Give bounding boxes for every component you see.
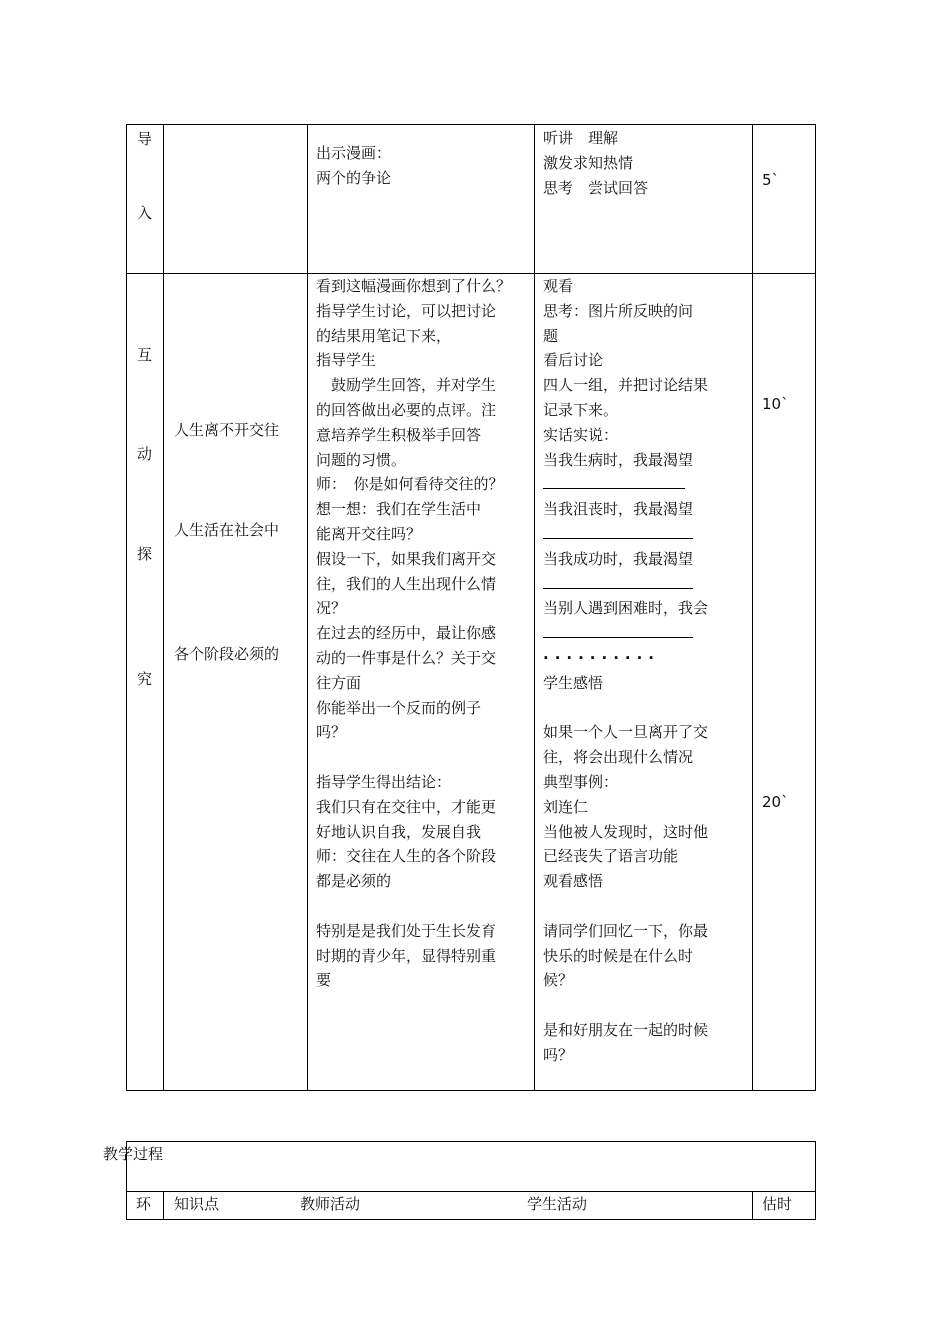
table-col-line: [752, 1191, 753, 1220]
table-col-line: [752, 124, 753, 1091]
text-line: 学生感悟: [543, 673, 604, 692]
text-line: 看到这幅漫画你想到了什么？: [316, 277, 512, 295]
text-line: 观看: [543, 277, 574, 295]
text-line: 意培养学生积极举手回答: [316, 425, 482, 444]
text-line: 如果一个人一旦离开了交: [543, 723, 709, 742]
time-estimate: 20`: [762, 793, 789, 811]
text-line: [316, 894, 511, 919]
text-line: 候？: [543, 971, 574, 990]
text-line: 指导学生得出结论：: [316, 772, 452, 791]
text-line: 当别人遇到困难时，我会: [543, 599, 709, 618]
stage-char: 究: [137, 670, 153, 688]
text-line: [543, 522, 708, 547]
text-line: 是和好朋友在一起的时候: [543, 1020, 709, 1039]
stage-char: 动: [137, 445, 153, 463]
text-line: 出示漫画：: [316, 144, 392, 162]
table-col-line: [163, 1191, 164, 1220]
table-col-line: [126, 124, 127, 1091]
text-line: 题: [543, 326, 559, 345]
column-header: 估时: [762, 1195, 793, 1213]
text-line: 激发求知热情: [543, 153, 634, 172]
knowledge-point: 人生活在社会中: [174, 521, 280, 539]
text-line: 实话实说：: [543, 425, 619, 444]
text-line: [316, 745, 511, 770]
text-line: 动的一件事是什么？关于交: [316, 648, 497, 667]
text-line: 在过去的经历中，最让你感: [316, 624, 497, 643]
student-activity: [543, 126, 648, 200]
text-line: 我们只有在交往中，才能更: [316, 797, 497, 816]
table-border-top: [126, 1141, 816, 1142]
table-row-divider: [126, 1191, 816, 1192]
table-col-line: [534, 124, 535, 1091]
table-border-top: [126, 124, 816, 125]
text-line: [543, 472, 708, 497]
text-line: 指导学生讨论，可以把讨论: [316, 301, 497, 320]
teacher-activity: [316, 141, 391, 191]
text-line: 当我沮丧时，我最渴望: [543, 500, 694, 519]
time-estimate: 10`: [762, 395, 789, 413]
text-line: 的回答做出必要的点评。注: [316, 400, 497, 419]
teacher-activity: [316, 274, 511, 993]
knowledge-point: 各个阶段必须的: [174, 645, 280, 663]
text-line: 要: [316, 971, 332, 990]
text-line: 往方面: [316, 673, 362, 692]
text-line: 吗？: [316, 723, 347, 742]
text-line: 都是必须的: [316, 872, 392, 891]
table-border-bottom: [126, 1090, 816, 1091]
table-col-line: [815, 1141, 816, 1220]
text-line: 吗？: [543, 1045, 574, 1064]
text-line: 请同学们回忆一下，你最: [543, 921, 709, 940]
table-caption: 教学过程: [103, 1145, 164, 1163]
text-line: 看后讨论: [543, 351, 604, 370]
text-line: 能离开交往吗？: [316, 524, 422, 543]
text-line: 思考：图片所反映的问: [543, 301, 694, 320]
time-estimate: 5`: [762, 171, 780, 189]
text-line: 假设一下，如果我们离开交: [316, 549, 497, 568]
text-line: 问题的习惯。: [316, 450, 407, 469]
text-line: ··········: [543, 648, 660, 667]
text-line: 的结果用笔记下来，: [316, 326, 452, 345]
text-line: 典型事例：: [543, 772, 619, 791]
text-line: 况？: [316, 599, 347, 618]
column-header: 知识点: [174, 1195, 220, 1213]
text-line: 记录下来。: [543, 400, 619, 419]
table-border-bottom: [126, 1219, 816, 1220]
answer-blank: [543, 524, 693, 539]
text-line: 观看感悟: [543, 872, 604, 891]
text-line: 听讲 理解: [543, 129, 619, 147]
text-line: 往，将会出现什么情况: [543, 748, 694, 767]
stage-char: 入: [137, 204, 153, 222]
text-line: 快乐的时候是在什么时: [543, 946, 694, 965]
text-line: [543, 993, 708, 1018]
text-line: 当他被人发现时，这时他: [543, 822, 709, 841]
text-line: 特别是是我们处于生长发育: [316, 921, 497, 940]
stage-char: 导: [137, 130, 153, 148]
text-line: 师： 你是如何看待交往的？: [316, 475, 504, 494]
text-line: 两个的争论: [316, 168, 392, 187]
text-line: [543, 696, 708, 721]
text-line: 已经丧失了语言功能: [543, 847, 679, 866]
column-header: 环: [136, 1195, 152, 1213]
text-line: 师：交往在人生的各个阶段: [316, 847, 497, 866]
text-line: 思考 尝试回答: [543, 178, 649, 197]
text-line: 四人一组，并把讨论结果: [543, 376, 709, 395]
answer-blank: [543, 574, 693, 589]
text-line: [543, 894, 708, 919]
text-line: 你能举出一个反而的例子: [316, 698, 482, 717]
text-line: [543, 621, 708, 646]
column-header: 学生活动: [527, 1195, 588, 1213]
text-line: 当我生病时，我最渴望: [543, 450, 694, 469]
table-col-line: [307, 124, 308, 1091]
student-activity: [543, 274, 708, 1068]
knowledge-point: 人生离不开交往: [174, 421, 280, 439]
table-col-line: [815, 124, 816, 1091]
text-line: 指导学生: [316, 351, 377, 370]
text-line: 时期的青少年，显得特别重: [316, 946, 497, 965]
text-line: 刘连仁: [543, 797, 589, 816]
text-line: [543, 572, 708, 597]
stage-char: 互: [137, 346, 153, 364]
answer-blank: [543, 474, 685, 489]
stage-char: 探: [137, 545, 153, 563]
text-line: 往，我们的人生出现什么情: [316, 574, 497, 593]
answer-blank: [543, 623, 693, 638]
table-col-line: [163, 124, 164, 1091]
text-line: 当我成功时，我最渴望: [543, 549, 694, 568]
text-line: 想一想：我们在学生活中: [316, 500, 482, 519]
text-line: 鼓励学生回答，并对学生: [316, 376, 497, 395]
text-line: 好地认识自我，发展自我: [316, 822, 482, 841]
column-header: 教师活动: [300, 1195, 361, 1213]
